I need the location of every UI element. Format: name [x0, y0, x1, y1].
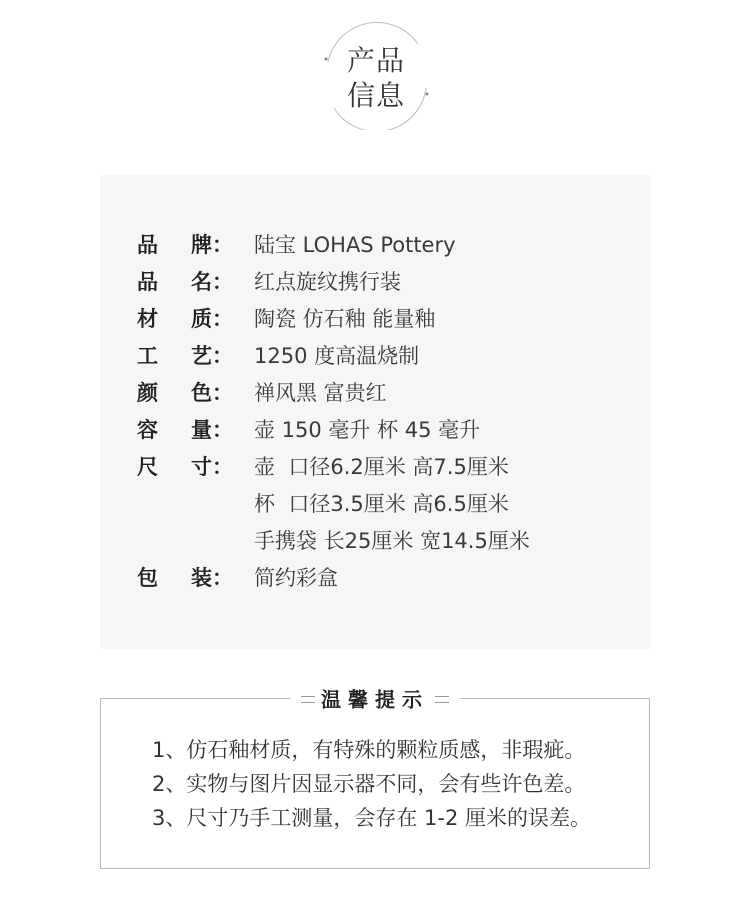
- spec-value: 1250 度高温烧制: [254, 344, 420, 368]
- spec-value: 陆宝 LOHAS Pottery: [254, 233, 456, 257]
- spec-value: 红点旋纹携行装: [254, 270, 401, 294]
- spec-value: 杯 口径3.5厘米 高6.5厘米: [254, 492, 509, 516]
- badge-line-2: 信息: [346, 79, 405, 112]
- spec-label: 尺 寸 ：: [137, 449, 233, 486]
- spec-label: 工 艺 ：: [137, 338, 233, 375]
- spec-label: 包 装 ：: [137, 560, 233, 597]
- note-item: 1、仿石釉材质，有特殊的颗粒质感，非瑕疵。: [152, 738, 586, 762]
- note-item: 3、尺寸乃手工测量，会存在 1-2 厘米的误差。: [152, 806, 592, 830]
- spec-value: 壶 口径6.2厘米 高7.5厘米: [254, 455, 509, 479]
- spec-panel: [100, 175, 650, 649]
- spec-label: 容 量 ：: [137, 412, 233, 449]
- spec-label: 材 质 ：: [137, 301, 233, 338]
- badge-title: [322, 43, 430, 113]
- spec-value: 禅风黑 富贵红: [254, 381, 387, 405]
- notes-title: [290, 686, 460, 712]
- double-line-icon: [435, 696, 449, 703]
- note-item: 2、实物与图片因显示器不同，会有些许色差。: [152, 772, 586, 796]
- notes-title-text: 温馨提示: [321, 687, 429, 712]
- spec-value: 壶 150 毫升 杯 45 毫升: [254, 418, 481, 442]
- spec-value: 简约彩盒: [254, 566, 338, 590]
- spec-value: 陶瓷 仿石釉 能量釉: [254, 307, 436, 331]
- spec-label: 品 牌 ：: [137, 227, 233, 264]
- spec-label: 颜 色 ：: [137, 375, 233, 412]
- double-line-icon: [301, 696, 315, 703]
- spec-label: 品 名 ：: [137, 264, 233, 301]
- product-info-badge: [322, 22, 430, 130]
- spec-value: 手携袋 长25厘米 宽14.5厘米: [254, 529, 530, 553]
- badge-line-1: 产品: [346, 44, 405, 77]
